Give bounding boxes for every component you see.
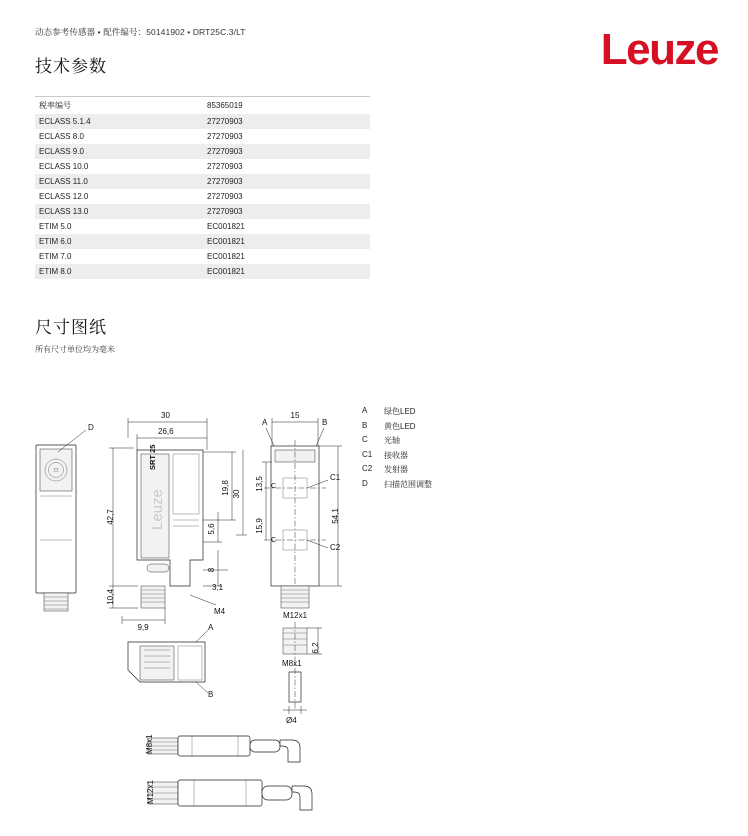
view-connector-stack (282, 622, 322, 725)
tag-C-upper: C (271, 483, 277, 490)
label-srt25: SRT 25 (148, 444, 157, 470)
spec-key: ETIM 8.0 (39, 267, 72, 276)
tag-A-mid: A (208, 623, 214, 632)
cad-drawing-svg (0, 390, 748, 836)
dim-m4: M4 (214, 607, 226, 616)
dim-3-1: 3,1 (212, 583, 224, 592)
dim-30-top: 30 (161, 411, 170, 420)
breadcrumb: 动态参考传感器 • 配件编号：50141902 • DRT25C.3/LT (35, 27, 246, 37)
table-row (35, 189, 370, 204)
table-row (35, 97, 370, 115)
tag-B-mid: B (208, 690, 214, 699)
dim-42-7: 42,7 (106, 509, 115, 525)
spec-key: ETIM 5.0 (39, 222, 72, 231)
legend-text: 接收器 (384, 450, 408, 460)
spec-key: ECLASS 9.0 (39, 147, 84, 156)
view-left-front (36, 423, 94, 611)
legend-text: 绿色LED (384, 407, 416, 416)
table-row (35, 249, 370, 264)
dim-13-5: 13,5 (255, 476, 264, 492)
spec-key: ETIM 7.0 (39, 252, 72, 261)
dim-26-6: 26,6 (158, 427, 174, 436)
spec-value: 27270903 (207, 162, 243, 171)
spec-key: ECLASS 5.1.4 (39, 117, 91, 126)
spec-value: EC001821 (207, 252, 245, 261)
spec-key: ECLASS 10.0 (39, 162, 89, 171)
view-middle-side (106, 411, 247, 632)
legend-text: 黄色LED (384, 421, 416, 431)
spec-key: 税率编号 (35, 97, 203, 115)
dim-54-1: 54,1 (331, 508, 340, 524)
dim-19-8: 19,8 (221, 480, 230, 496)
tag-C2: C2 (330, 543, 341, 552)
legend-tag: D (362, 478, 368, 488)
table-row (35, 219, 370, 234)
dim-m12x1-b: M12x1 (146, 779, 155, 804)
spec-key: ECLASS 13.0 (39, 207, 89, 216)
spec-value: EC001821 (207, 267, 245, 276)
legend-tag: C (362, 435, 368, 444)
spec-value: EC001821 (207, 222, 245, 231)
view-cable-m12 (146, 779, 312, 810)
page-title-technical-data: 技术参数 (35, 57, 107, 76)
dim-5-6: 5,6 (207, 523, 216, 535)
spec-key: ETIM 6.0 (39, 237, 72, 246)
brand-logo: Leuze (600, 25, 718, 74)
table-row (35, 114, 370, 129)
table-row (35, 174, 370, 189)
tag-A-top: A (262, 418, 268, 427)
spec-key: ECLASS 11.0 (39, 177, 88, 186)
dim-9-9: 9,9 (137, 623, 149, 632)
view-cable-m8 (145, 734, 300, 762)
dim-6-2: 6,2 (311, 642, 320, 654)
legend-tag: C1 (362, 449, 373, 459)
tag-C-lower: C (271, 537, 277, 544)
legend-text: 扫描范围调整 (384, 479, 432, 489)
legend-text: 光轴 (384, 436, 400, 445)
spec-value: 85365019 (203, 97, 370, 115)
dim-m8x1-b: M8x1 (145, 734, 154, 754)
dim-15-9: 15,9 (255, 518, 264, 534)
view-right-front (255, 411, 342, 620)
table-row (35, 129, 370, 144)
dim-8: 8 (207, 567, 216, 573)
dim-30-side: 30 (232, 489, 241, 499)
spec-value: 27270903 (207, 147, 243, 156)
spec-value: 27270903 (207, 132, 243, 141)
spec-key: ECLASS 12.0 (39, 192, 89, 201)
table-row (35, 159, 370, 174)
spec-value: 27270903 (207, 117, 243, 126)
dim-diameter-4: Ø4 (286, 716, 297, 725)
table-row (35, 204, 370, 219)
tag-B-top: B (322, 418, 328, 427)
dimension-unit-note: 所有尺寸单位均为毫米 (35, 345, 115, 354)
spec-value: 27270903 (207, 192, 243, 201)
dimensioned-drawing (0, 390, 748, 836)
view-bottom-angled (128, 623, 214, 699)
dim-10-4: 10,4 (106, 589, 115, 605)
spec-value: 27270903 (207, 207, 243, 216)
label-leuze-body: Leuze (149, 489, 166, 530)
table-row (35, 144, 370, 159)
dim-m8x1-a: M8x1 (282, 659, 302, 668)
specifications-table (35, 96, 370, 279)
legend-tag: A (362, 406, 368, 415)
table-row (35, 234, 370, 249)
spec-value: EC001821 (207, 237, 245, 246)
legend-tag: B (362, 420, 368, 430)
dim-15: 15 (290, 411, 300, 420)
spec-key: ECLASS 8.0 (39, 132, 84, 141)
legend-text: 发射器 (384, 465, 408, 474)
table-row (35, 264, 370, 279)
dim-m12x1-a: M12x1 (283, 611, 308, 620)
page-title-dimensioned-drawings: 尺寸图纸 (35, 318, 107, 337)
spec-value: 27270903 (207, 177, 243, 186)
tag-D: D (88, 423, 94, 432)
tag-C1: C1 (330, 473, 341, 482)
legend-tag: C2 (362, 464, 373, 473)
